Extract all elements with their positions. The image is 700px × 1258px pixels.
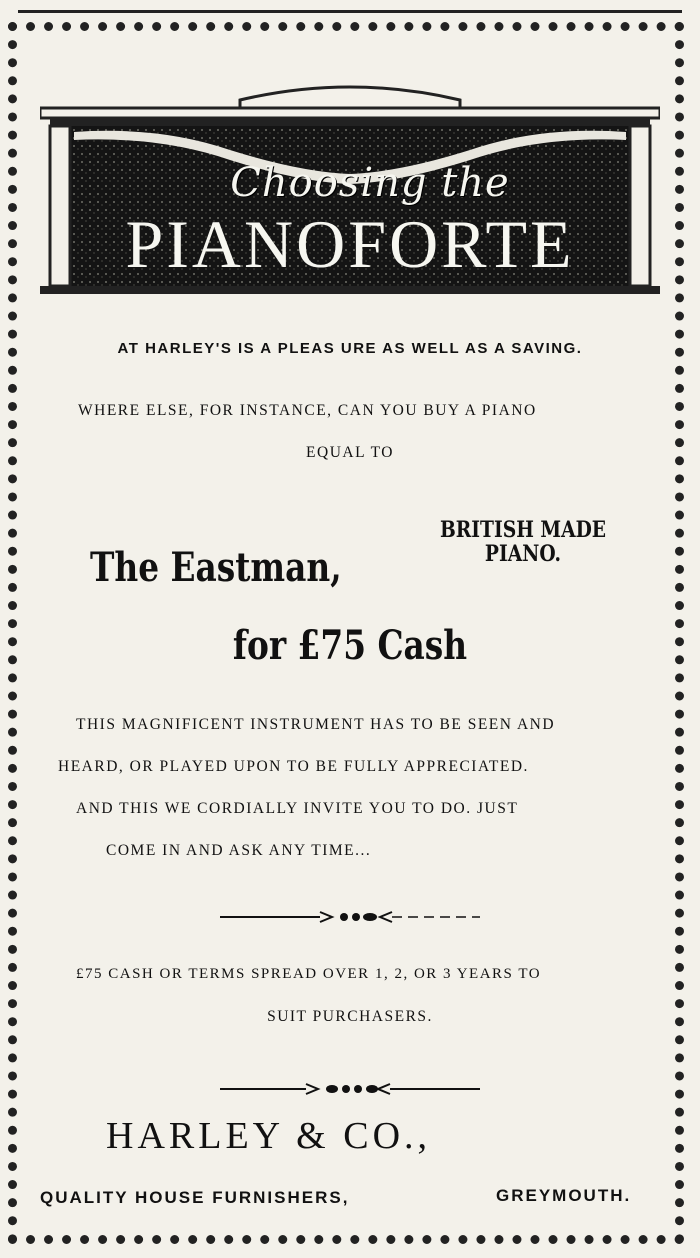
description-line-3: AND THIS WE CORDIALLY INVITE YOU TO DO. JUST [76,800,519,817]
tagline: AT HARLEY'S IS A PLEAS URE AS WELL AS A SAVING. [117,340,583,357]
company-name: HARLEY & CO., [106,1115,432,1157]
british-made-line-2: PIANO. [484,541,562,567]
description-line-4: COME IN AND ASK ANY TIME... [106,842,372,859]
top-rule [18,10,682,13]
terms-line-2: SUIT PURCHASERS. [267,1008,433,1025]
company-town: GREYMOUTH. [496,1186,632,1205]
ornamental-divider-2 [220,1082,480,1096]
banner-script-title: Choosing the [230,160,510,206]
ornamental-divider-1 [220,910,480,924]
banner-main-title: PIANOFORTE [125,206,575,282]
british-made-line-1: BRITISH MADE [439,517,607,543]
product-price: for £75 Cash [232,622,468,669]
terms-line-1: £75 CASH OR TERMS SPREAD OVER 1, 2, OR 3 YEARS TO [76,966,542,982]
intro-line-2: EQUAL TO [306,444,394,461]
pianoforte-banner [40,80,660,300]
advertisement [30,36,670,1236]
description-line-1: THIS MAGNIFICENT INSTRUMENT HAS TO BE SEEN AND [76,716,556,733]
product-name: The Eastman, [90,544,342,591]
british-made-label [417,518,630,566]
description-line-2: HEARD, OR PLAYED UPON TO BE FULLY APPRECIATED. [58,758,529,775]
intro-line-1: WHERE ELSE, FOR INSTANCE, CAN YOU BUY A PIANO [78,402,537,419]
company-tagline: QUALITY HOUSE FURNISHERS, [40,1188,350,1207]
